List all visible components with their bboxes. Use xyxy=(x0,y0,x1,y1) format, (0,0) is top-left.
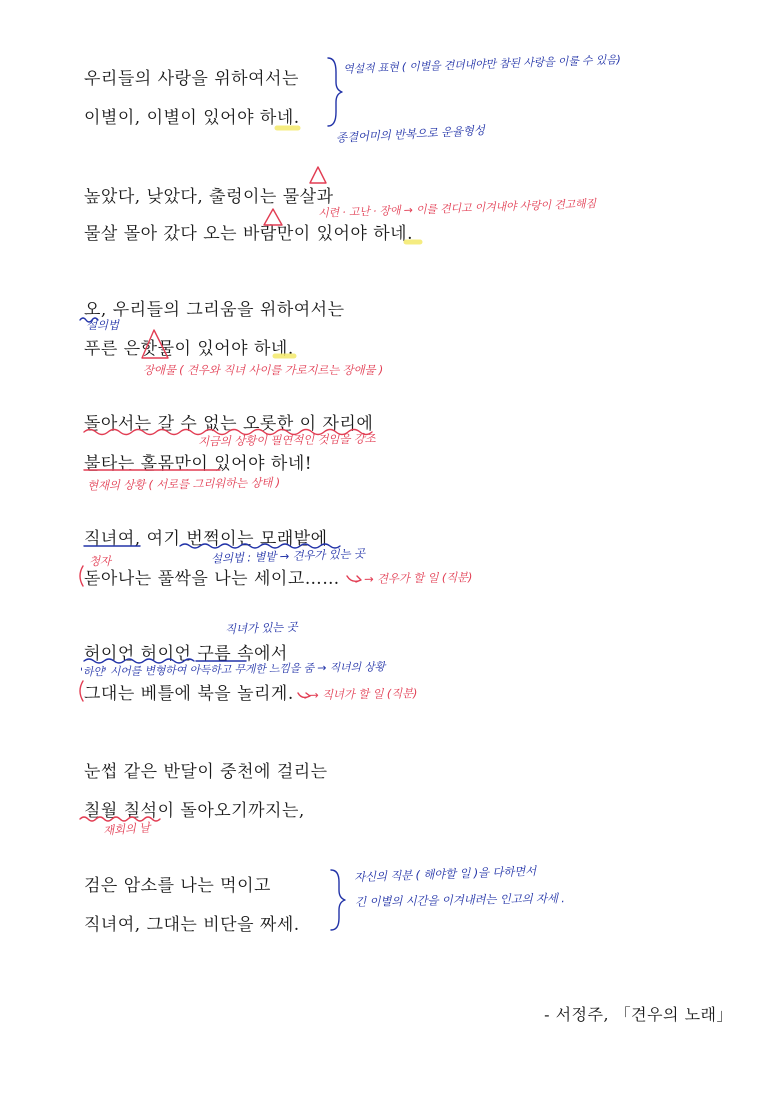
arrow-icon xyxy=(347,576,361,582)
poem-line: 눈썹 같은 반달이 중천에 걸리는 xyxy=(84,762,328,782)
poem-line: 돋아나는 풀싹을 나는 세이고…… xyxy=(84,569,340,589)
poem-line: 그대는 베틀에 북을 놀리게. xyxy=(84,684,294,704)
poem-line: 이별이, 이별이 있어야 하네. xyxy=(84,108,300,128)
annotation-current-state: 현재의 상황 ( 서로를 그리워하는 상태 ) xyxy=(86,475,281,493)
poem-line: 돌아서는 갈 수 없는 오롯한 이 자리에 xyxy=(84,414,374,434)
annotation-paradox: 역설적 표현 ( 이별을 견뎌내야만 참된 사랑을 이룰 수 있음) xyxy=(342,53,621,76)
poem-line: 푸른 은핫물이 있어야 하네. xyxy=(84,339,294,359)
poem-line: 검은 암소를 나는 먹이고 xyxy=(84,876,271,896)
poem-line: 물살 몰아 갔다 오는 바람만이 있어야 하네. xyxy=(84,224,414,244)
bracket-icon xyxy=(331,870,345,930)
annotation-hardship: 시련 · 고난 · 장애 → 이를 견디고 이겨내야 사랑이 견고해짐 xyxy=(317,197,597,220)
bracket-icon xyxy=(80,566,83,586)
annotation-gyeonu-duty: → 견우가 할 일 (직분) xyxy=(363,570,473,586)
annotation-obstacle: 장애물 ( 견우와 직녀 사이를 가로지르는 장애물 ) xyxy=(143,363,384,377)
annotation-duty: 자신의 직분 ( 해야할 일 )을 다하면서 xyxy=(353,863,537,885)
poem-line: 높았다, 낮았다, 출렁이는 물살과 xyxy=(84,187,334,207)
attribution: - 서정주, 「견우의 노래」 xyxy=(544,1005,733,1024)
annotation-rhythm: 종결어미의 반복으로 운율형성 xyxy=(335,123,485,145)
bracket-icon xyxy=(328,58,342,126)
poem-line: 직녀여, 그대는 비단을 짜세. xyxy=(84,915,300,935)
poem-line: 칠월 칠석이 돌아오기까지는, xyxy=(84,801,305,821)
annotation-inevitable: 지금의 상황이 필연적인 것임을 강조 xyxy=(197,431,376,449)
triangle-icon xyxy=(310,167,326,183)
poem-line: 허이언 허이언 구름 속에서 xyxy=(84,644,288,664)
bracket-icon xyxy=(80,681,83,701)
poem-line: 불타는 홀몸만이 있어야 하네! xyxy=(84,454,313,474)
annotation-listener: 청자 xyxy=(89,554,111,568)
poem-line: 오, 우리들의 그리움을 위하여서는 xyxy=(84,300,345,320)
annotation-star-field: 설의법 : 별밭 → 견우가 있는 곳 xyxy=(210,546,366,566)
annotation-jingnyeo-duty: → 직녀가 할 일 (직분) xyxy=(308,686,418,702)
poem-line: 우리들의 사랑을 위하여서는 xyxy=(84,69,299,89)
annotation-jingnyeo-place: 직녀가 있는 곳 xyxy=(224,619,298,637)
poem-line: 직녀여, 여기 번쩍이는 모래밭에 xyxy=(84,529,328,549)
annotation-white-variation: '하얀' 시어를 변형하여 아득하고 무게한 느낌을 줌 → 직녀의 상황 xyxy=(79,660,386,679)
annotation-reunion-day: 재회의 날 xyxy=(102,820,151,838)
annotation-endurance: 긴 이별의 시간을 이겨내려는 인고의 자세 . xyxy=(354,891,565,909)
annotation-rhetorical: 설의법 xyxy=(86,318,119,332)
